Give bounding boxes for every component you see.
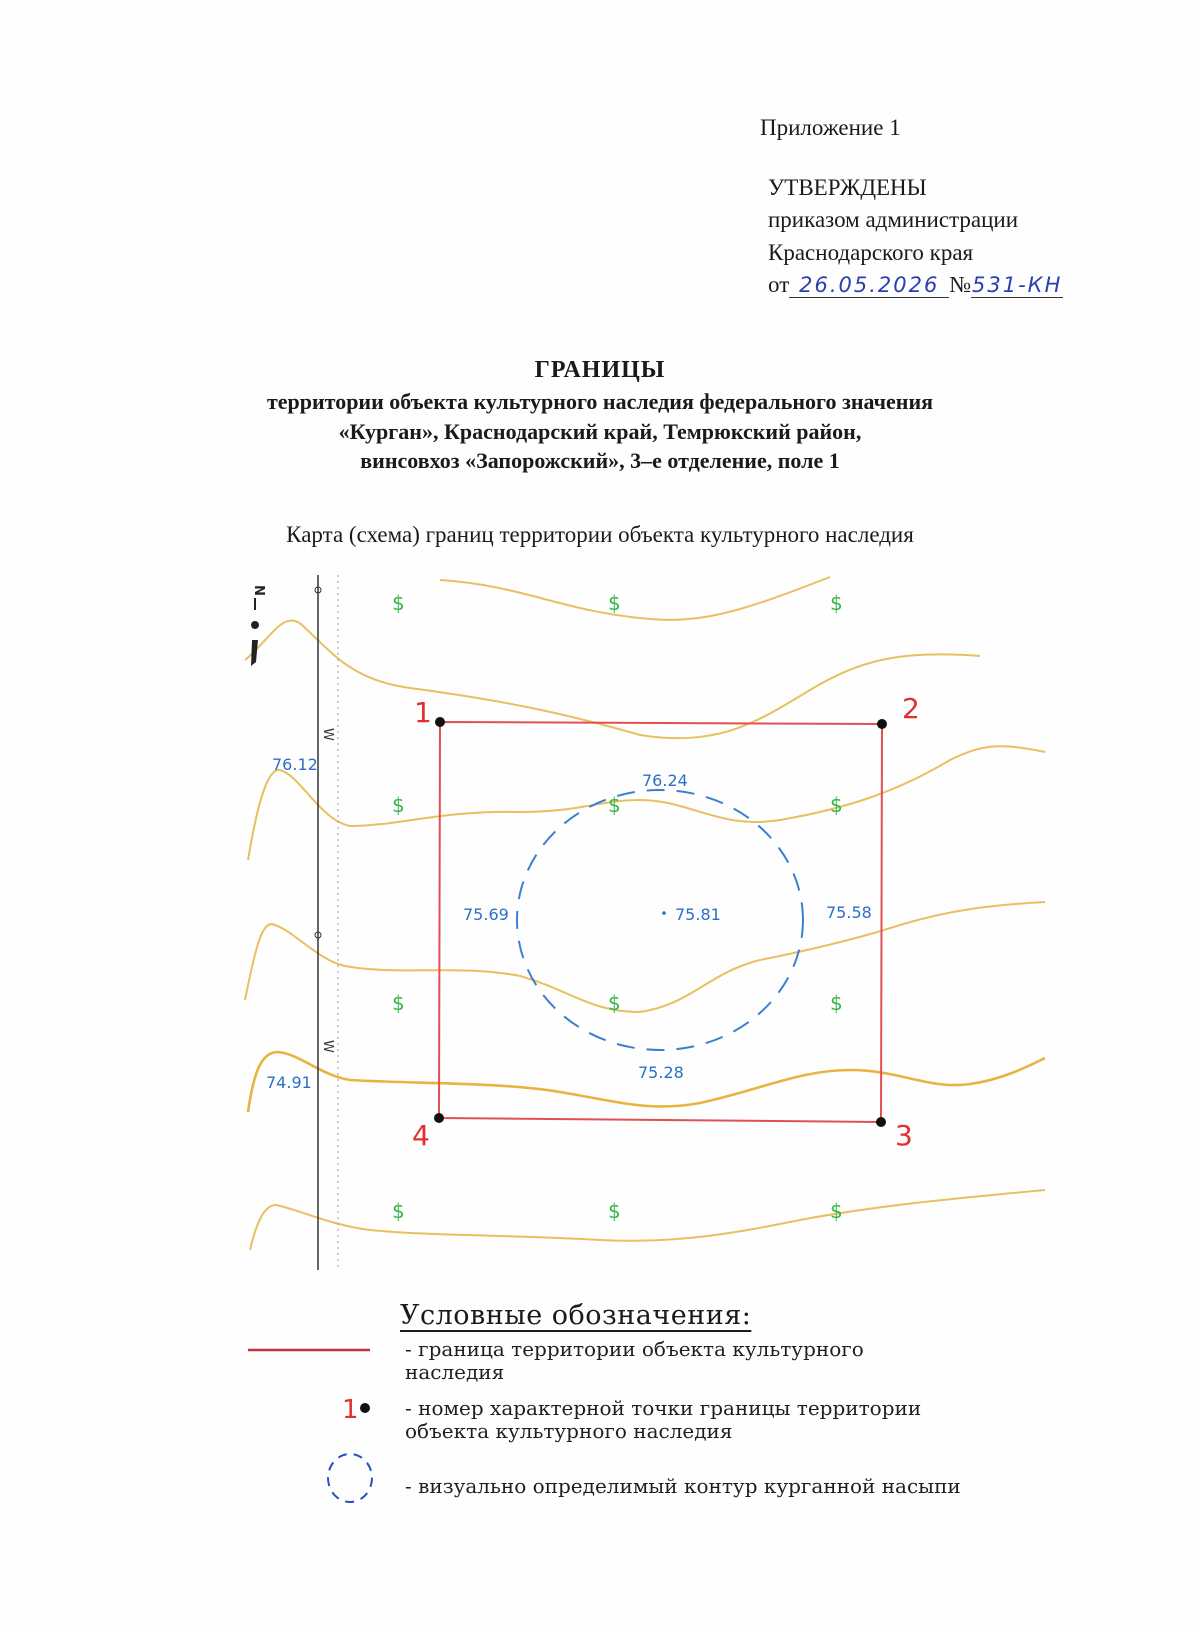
utility-mark: W <box>320 1040 335 1053</box>
elevation-left-bottom: 74.91 <box>266 1073 312 1092</box>
appendix-label: Приложение 1 <box>760 115 901 140</box>
legend-item-text: объекта культурного наследия <box>405 1419 733 1443</box>
elevation-mound-center: 75.81 <box>675 905 721 924</box>
legend-item-mound <box>405 1475 961 1498</box>
legend-item-text: - граница территории объекта культурного <box>405 1337 864 1361</box>
legend-title: Условные обозначения: <box>400 1300 752 1331</box>
vineyard-symbol: $ <box>608 1199 621 1223</box>
elevation-mound-left: 75.69 <box>463 905 509 924</box>
title-line-2: «Курган», Краснодарский край, Темрюкский район, <box>338 418 862 444</box>
title-line-1: территории объекта культурного наследия федерального значения <box>266 388 934 414</box>
mound-contour <box>517 790 803 1050</box>
legend-item-text: - визуально определимый контур курганной насыпи <box>405 1474 961 1498</box>
order-date: 26.05.2026 <box>799 272 940 297</box>
legend-item-boundary <box>405 1338 864 1384</box>
utility-lines <box>315 575 338 1270</box>
order-number: 531-КН <box>972 272 1063 297</box>
boundary-point-4 <box>434 1113 444 1123</box>
point-label-1: 1 <box>414 696 432 729</box>
legend-mound-symbol <box>328 1454 372 1502</box>
approved-label: УТВЕРЖДЕНЫ <box>768 175 927 201</box>
utility-mark: W <box>320 728 335 741</box>
contour-line <box>245 902 1045 1012</box>
number-sign: № <box>949 271 972 297</box>
boundary-point-2 <box>877 719 887 729</box>
vineyard-symbol: $ <box>608 793 621 817</box>
elevation-left-top: 76.12 <box>272 755 318 774</box>
vineyard-symbol: $ <box>830 991 843 1015</box>
title-heading: ГРАНИЦЫ <box>534 357 666 383</box>
vineyard-symbol: $ <box>392 591 405 615</box>
vineyard-symbol: $ <box>608 991 621 1015</box>
point-label-2: 2 <box>902 692 920 725</box>
from-prefix: от <box>768 271 790 297</box>
point-label-4: 4 <box>412 1119 430 1152</box>
boundary-point-1 <box>435 717 445 727</box>
north-arrow-icon <box>251 585 266 666</box>
contour-line <box>248 746 1045 860</box>
contour-line <box>248 1052 1045 1112</box>
contour-line <box>440 577 830 620</box>
approved-by-order: приказом администрации <box>768 207 1019 233</box>
point-label-3: 3 <box>895 1119 913 1152</box>
map-subtitle: Карта (схема) границ территории объекта культурного наследия <box>286 522 914 547</box>
vineyard-symbols <box>392 591 843 1223</box>
vineyard-symbol: $ <box>392 793 405 817</box>
vineyard-symbol: $ <box>608 591 621 615</box>
legend-point-marker: 1 <box>342 1395 359 1425</box>
elevation-mound-top: 76.24 <box>642 771 688 790</box>
vineyard-symbol: $ <box>392 1199 405 1223</box>
approved-region: Краснодарского края <box>768 239 974 265</box>
contour-lines <box>245 577 1045 1250</box>
legend-item-text: - номер характерной точки границы территории <box>405 1396 922 1420</box>
vineyard-symbol: $ <box>830 1199 843 1223</box>
legend-item-text: наследия <box>405 1360 505 1384</box>
legend-item-point <box>405 1397 921 1443</box>
elevation-marks <box>266 755 872 1092</box>
contour-line <box>245 620 980 738</box>
legend-point-symbol <box>360 1403 370 1413</box>
elevation-mound-right: 75.58 <box>826 903 872 922</box>
vineyard-symbol: $ <box>392 991 405 1015</box>
elevation-mound-bottom: 75.28 <box>638 1063 684 1082</box>
vineyard-symbol: $ <box>830 591 843 615</box>
north-mark: N <box>251 585 266 596</box>
vineyard-symbol: $ <box>830 793 843 817</box>
contour-line <box>250 1190 1045 1250</box>
title-line-3: винсовхоз «Запорожский», 3–е отделение, поле 1 <box>360 448 840 474</box>
boundary-point-3 <box>876 1117 886 1127</box>
